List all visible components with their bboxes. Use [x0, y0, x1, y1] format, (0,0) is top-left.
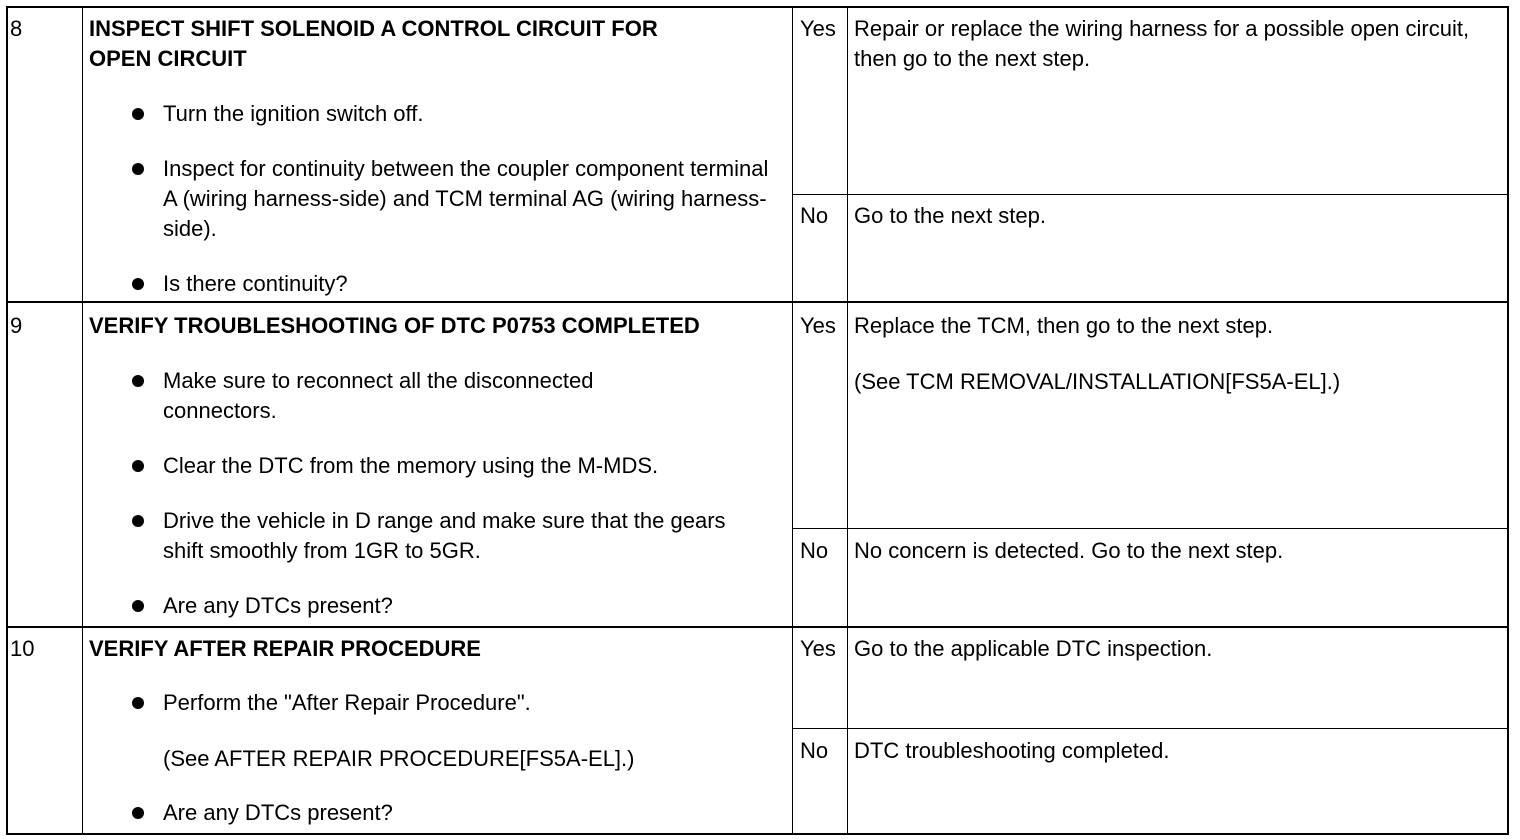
step-title-line: VERIFY TROUBLESHOOTING OF DTC P0753 COMPLETED — [89, 313, 700, 338]
action-text: Inspect for continuity between the coupler component terminal A (wiring harness-side) and TCM terminal AG (wiring harness-side). — [163, 156, 769, 241]
step-title-line: INSPECT SHIFT SOLENOID A CONTROL CIRCUIT FOR — [89, 16, 658, 41]
yes-result: Go to the applicable DTC inspection. — [854, 636, 1213, 661]
no-label: No — [800, 538, 829, 563]
step-number: 8 — [10, 16, 23, 41]
no-result: Go to the next step. — [854, 203, 1047, 228]
action-text: Make sure to reconnect all the disconnected connectors. — [163, 368, 594, 423]
step-title — [89, 634, 789, 664]
row-divider-8-9 — [7, 301, 1509, 303]
no-result: DTC troubleshooting completed. — [854, 738, 1170, 763]
column-divider-answer — [847, 7, 848, 835]
no-label: No — [800, 738, 829, 763]
action-item — [163, 366, 683, 426]
action-item — [163, 688, 773, 718]
bullet-icon — [132, 375, 144, 387]
bullet-icon — [132, 600, 144, 612]
step-number: 9 — [10, 313, 23, 338]
bullet-icon — [132, 515, 144, 527]
action-text: Are any DTCs present? — [163, 800, 393, 825]
yes-no-divider-8 — [792, 194, 1508, 195]
bullet-icon — [132, 163, 144, 175]
bullet-icon — [132, 108, 144, 120]
yes-no-divider-9 — [792, 528, 1508, 529]
yes-result: Repair or replace the wiring harness for a possible open circuit, then go to the next step. — [854, 16, 1470, 71]
action-item — [163, 451, 773, 481]
step-title — [89, 311, 789, 341]
action-text: Drive the vehicle in D range and make sure that the gears shift smoothly from 1GR to 5GR. — [163, 508, 726, 563]
action-text: Clear the DTC from the memory using the M-MDS. — [163, 453, 659, 478]
bullet-icon — [132, 278, 144, 290]
action-item — [163, 798, 773, 828]
action-note: (See AFTER REPAIR PROCEDURE[FS5A-EL].) — [163, 746, 635, 771]
action-item — [163, 591, 773, 621]
action-item — [163, 269, 773, 299]
action-item — [163, 506, 753, 566]
column-divider-inspection — [792, 7, 793, 835]
step-title-line: VERIFY AFTER REPAIR PROCEDURE — [89, 636, 481, 661]
column-divider-step — [82, 7, 83, 835]
yes-result: Replace the TCM, then go to the next step. — [854, 313, 1274, 338]
yes-no-divider-10 — [792, 728, 1508, 729]
yes-label: Yes — [800, 16, 836, 41]
bullet-icon — [132, 807, 144, 819]
row-divider-9-10 — [7, 626, 1509, 628]
yes-label: Yes — [800, 636, 836, 661]
action-text: Are any DTCs present? — [163, 593, 393, 618]
action-item — [163, 154, 773, 244]
no-label: No — [800, 203, 829, 228]
step-title-line: OPEN CIRCUIT — [89, 46, 247, 71]
no-result: No concern is detected. Go to the next step. — [854, 538, 1284, 563]
action-text: Is there continuity? — [163, 271, 348, 296]
step-number: 10 — [10, 636, 35, 661]
yes-result-note: (See TCM REMOVAL/INSTALLATION[FS5A-EL].) — [854, 369, 1341, 394]
bullet-icon — [132, 697, 144, 709]
action-text: Perform the "After Repair Procedure". — [163, 690, 531, 715]
step-title — [89, 14, 789, 74]
action-text: Turn the ignition switch off. — [163, 101, 424, 126]
yes-label: Yes — [800, 313, 836, 338]
bullet-icon — [132, 460, 144, 472]
action-item — [163, 99, 773, 129]
